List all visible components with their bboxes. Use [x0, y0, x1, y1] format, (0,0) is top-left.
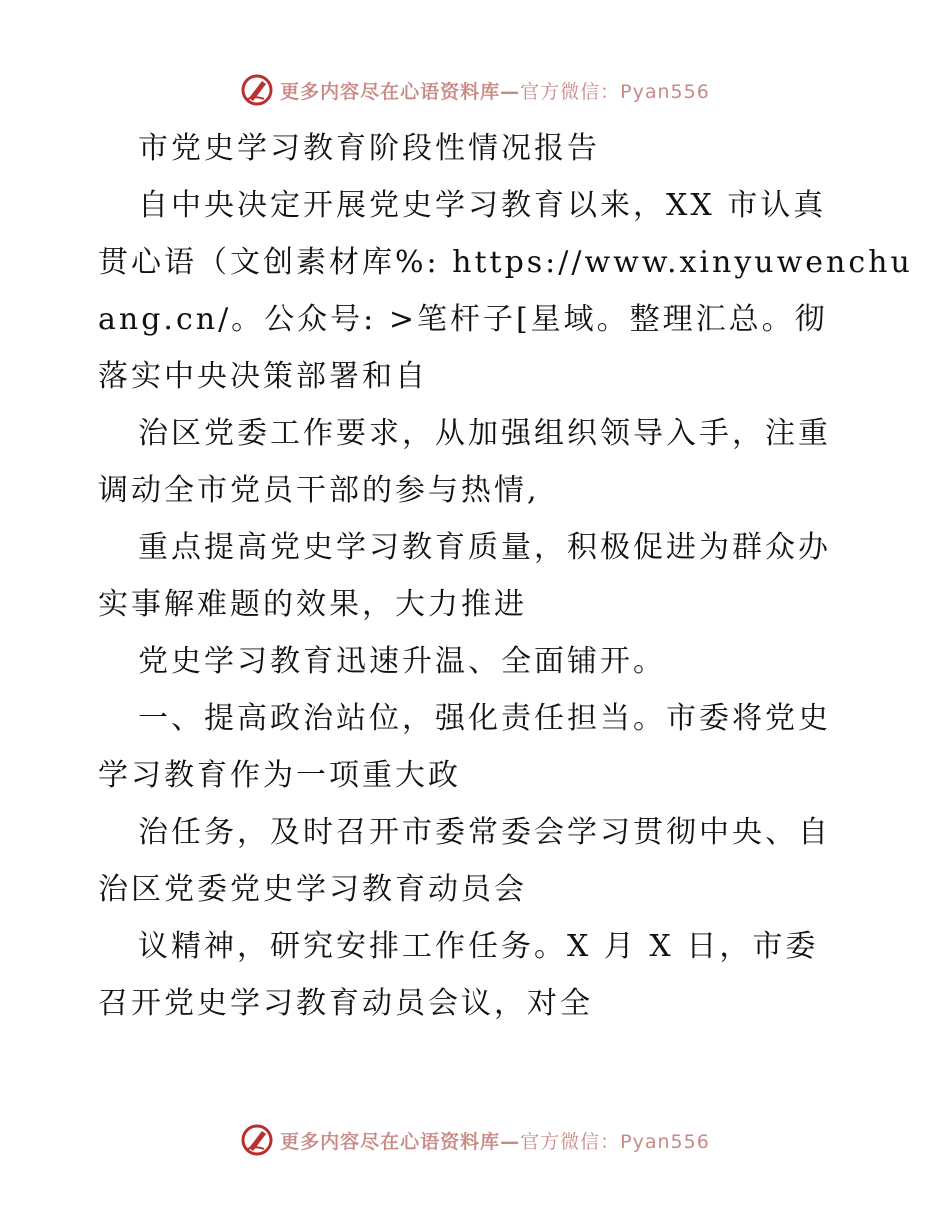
watermark-banner-top	[0, 70, 950, 110]
document-line: 自中央决定开展党史学习教育以来，XX 市认真	[138, 188, 827, 223]
document-line: 一、提高政治站位，强化责任担当。市委将党史	[138, 701, 831, 736]
watermark-tail-text: 官方微信：Pyan556	[520, 80, 710, 103]
document-line: ang.cn/。公众号: >笔杆子[星域。整理汇总。彻	[98, 302, 828, 337]
document-line: 重点提高党史学习教育质量，积极促进为群众办	[138, 530, 831, 565]
document-line: 治任务，及时召开市委常委会学习贯彻中央、自	[138, 815, 831, 850]
document-line: 市党史学习教育阶段性情况报告	[138, 131, 600, 166]
watermark-main-text: 更多内容尽在心语资料库—	[280, 1130, 521, 1153]
document-line: 治区党委工作要求，从加强组织领导入手，注重	[138, 416, 831, 451]
watermark-tail-text: 官方微信：Pyan556	[520, 1130, 710, 1153]
pen-logo-icon	[240, 1123, 274, 1157]
document-line: 贯心语（文创素材库%: https://www.xinyuwenchu	[98, 245, 913, 280]
watermark-text	[280, 77, 710, 104]
document-line: 治区党委党史学习教育动员会	[98, 872, 527, 907]
document-line: 议精神，研究安排工作任务。X 月 X 日，市委	[138, 929, 819, 964]
document-line: 党史学习教育迅速升温、全面铺开。	[138, 644, 666, 679]
document-line: 实事解难题的效果，大力推进	[98, 587, 527, 622]
watermark-main-text: 更多内容尽在心语资料库—	[280, 80, 521, 103]
document-line: 学习教育作为一项重大政	[98, 758, 461, 793]
watermark-banner-bottom	[0, 1120, 950, 1160]
watermark-text	[280, 1127, 710, 1154]
pen-logo-icon	[240, 73, 274, 107]
document-body	[98, 120, 913, 1032]
document-line: 落实中央决策部署和自	[98, 359, 428, 394]
document-line: 调动全市党员干部的参与热情,	[98, 473, 540, 508]
document-line: 召开党史学习教育动员会议，对全	[98, 986, 593, 1021]
